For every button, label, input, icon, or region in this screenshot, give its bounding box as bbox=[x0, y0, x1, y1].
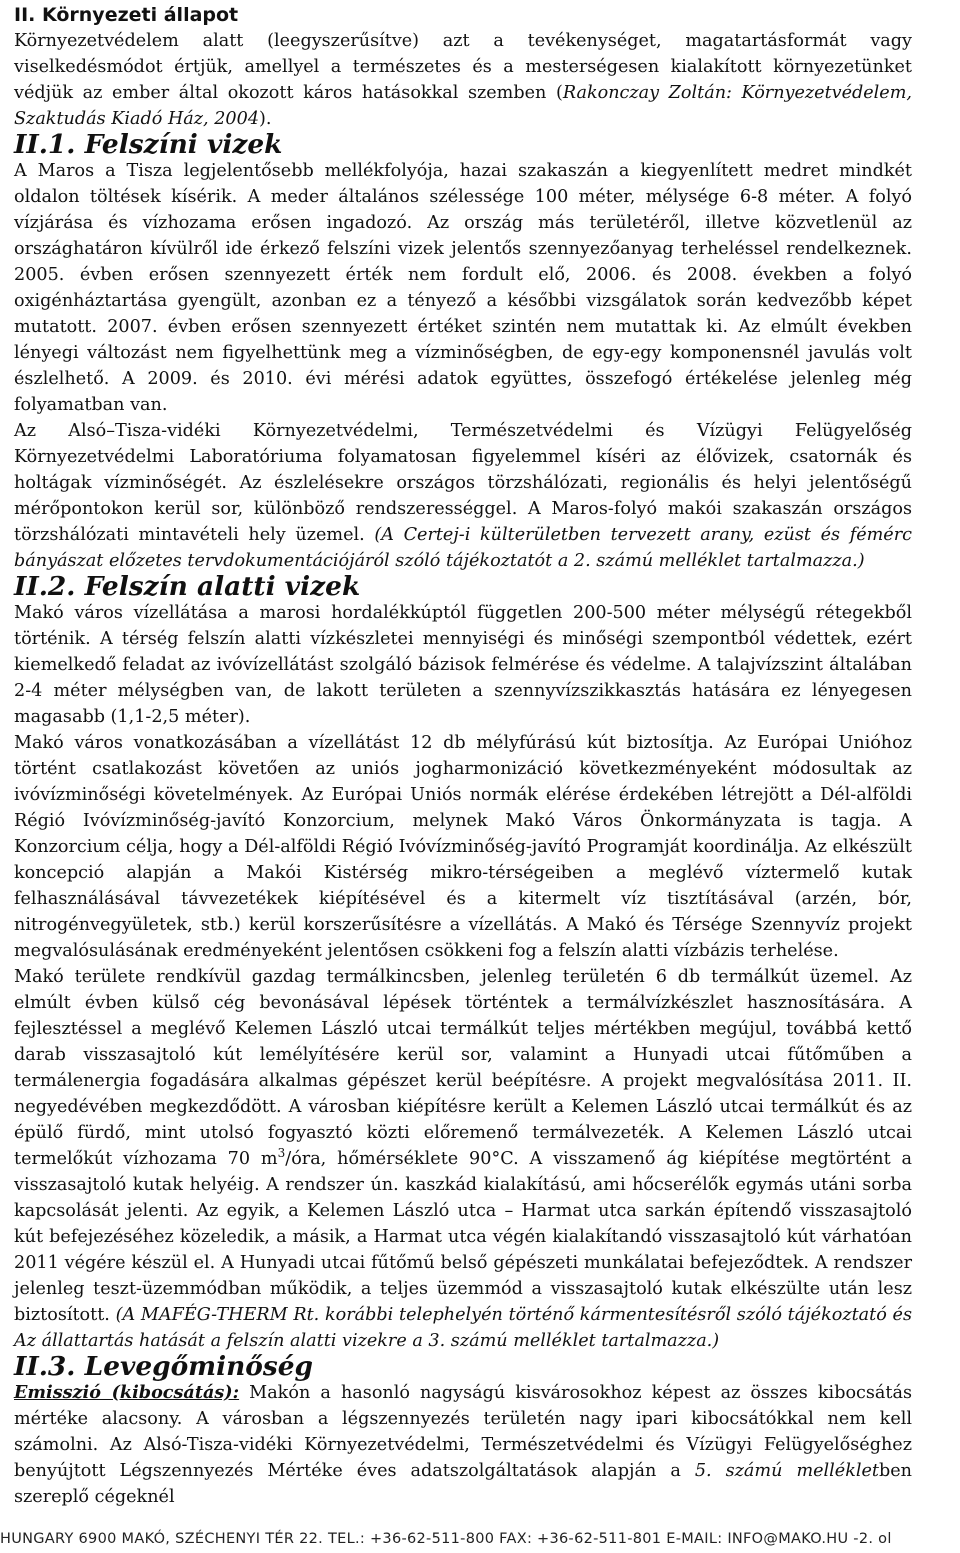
paragraph-text: Makón a hasonló nagyságú kisvárosokhoz képest az összes kibocsátás mértéke alacsony. A városban a légszennyezés területén nagy ipari kibocsátókkal nem kell számolni. Az Alsó-Tisza-vidéki Környezetvédelmi, Természetvédelmi és Vízügyi Felügyelőséghez benyújtott Légszennyezés Mértéke éves adatszolgáltatások alapján a bbox=[14, 1383, 913, 1481]
groundwater-paragraph-1: Makó város vízellátása a marosi hordalékkúptól független 200-500 méter mélységű rétegekből történik. A térség felszín alatti vízkészletei mennyiségi és minőségi szempontból védettek, ezért kiemelkedő feladat az ivóvízellátást szolgáló bázisok felmérése és védelme. A talajvízszint általában 2-4 méter mélységben van, de lakott területen a szennyvízszikkasztás hatására ez lényegesen magasabb (1,1-2,5 méter). bbox=[14, 603, 912, 727]
surface-water-paragraph-2 bbox=[14, 418, 912, 574]
page-title: II. Környezeti állapot bbox=[14, 4, 239, 26]
section-title: Levegőminőség bbox=[84, 1351, 314, 1382]
superscript-3: 3 bbox=[277, 1146, 286, 1160]
section-heading-air-quality bbox=[14, 1351, 912, 1382]
surface-water-paragraph-1: A Maros a Tisza legjelentősebb mellékfolyója, hazai szakaszán a kiegyenlített medret mindkét oldalon töltések kísérik. A meder általános szélessége 100 méter, mélysége 6-8 méter. A folyó vízjárása és vízhozama erősen ingadozó. Az ország más területéről, illetve közvetlenül az országhatáron kívülről ide érkező felszíni vizek jelentős szennyezőanyag terheléssel rendelkeznek. 2005. évben erősen szennyezett érték nem fordult elő, 2006. és 2008. években a folyó oxigénháztartása gyengült, azonban ez a tényező a későbbi vizsgálatok során kedvezőbb képet mutatott. 2007. évben erősen szennyezett értéket szintén nem mutattak ki. Az elmúlt években lényegi változást nem figyelhettünk meg a vízminőségben, de egy-egy komponensnél javulás volt észlelhető. A 2009. és 2010. évi mérési adatok együttes, összefogó értékelése jelenleg még folyamatban van. bbox=[14, 161, 912, 415]
groundwater-paragraph-3 bbox=[14, 964, 912, 1354]
section-title: Felszín alatti vizek bbox=[84, 571, 361, 602]
section-number: II.1. bbox=[14, 129, 76, 160]
paragraph-end: ben szereplő cégeknél bbox=[14, 1461, 912, 1507]
section-number: II.2. bbox=[14, 571, 76, 602]
document-body bbox=[14, 2, 912, 1510]
annex-note: (A MAFÉG-THERM Rt. korábbi telephelyén történő kármentesítésről szóló tájékoztató és Az állattartás hatását a felszín alatti vizekre a 3. számú melléklet tartalmazza.) bbox=[14, 1305, 913, 1351]
section-title: Felszíni vizek bbox=[84, 129, 283, 160]
groundwater-paragraph-2: Makó város vonatkozásában a vízellátást 12 db mélyfúrású kút biztosítja. Az Európai Unióhoz történt csatlakozást követően az uniós jogharmonizáció következményeként módosultak az ivóvízminőségi követelmények. Az Európai Uniós normák elérése érdekében létrejött a Dél-alföldi Régió Ivóvízminőség-javító Konzorcium, melynek Makó Város Önkormányzata is tagja. A Konzorcium célja, hogy a Dél-alföldi Régió Ivóvízminőség-javító Programját koordinálja. Az elkészült koncepció alapján a Makói Kistérség mikro-térségeiben a meglévő víztermelő kutak felhasználásával távvezetékek kiépítésével és a kitermelt víz tisztításával (arzén, bór, nitrogénvegyületek, stb.) kerül korszerűsítésre a vízellátás. A Makó és Térsége Szennyvíz projekt megvalósulásának eredményeként jelentősen csökkeni fog a felszín alatti vízbázis terhelése. bbox=[14, 733, 912, 961]
intro-paragraph bbox=[14, 28, 912, 132]
emission-label: Emisszió (kibocsátás): bbox=[14, 1382, 240, 1403]
paragraph-text-after: /óra, hőmérséklete 90°C. A visszamenő ág kiépítése megtörtént a visszasajtoló kutak helyéig. A rendszer ún. kaszkád kialakítású, ami hőcserélők egymás utáni sorba kapcsolását jelenti. Az egyik, a Kelemen László utca – Harmat utca sarkán építendő visszasajtoló kút befejezéséhez közeledik, a másik, a Harmat utca végén kialakítandó visszasajtoló kút várhatóan 2011 végére készül el. A Hunyadi utcai fűtőmű belső gépészeti munkálatai befejeződtek. A rendszer jelenleg teszt-üzemmódban működik, a teljes üzemmód a visszasajtoló kutak elkészülte után lesz biztosított. bbox=[14, 1149, 913, 1325]
section-heading-groundwater bbox=[14, 571, 912, 602]
annex-note: (A Certej-i külterületben tervezett arany, ezüst és fémérc bányászat előzetes tervdokumentációjáról szóló tájékoztatót a 2. számú melléklet tartalmazza.) bbox=[14, 525, 912, 571]
paragraph-text: Az Alsó–Tisza-vidéki Környezetvédelmi, Természetvédelmi és Vízügyi Felügyelőség Környezetvédelmi Laboratóriuma folyamatosan figyelemmel kíséri az élővizek, csatornák és holtágak vízminőségét. Az észlelésekre országos törzshálózati, regionális és helyi jelentőségű mérőpontokon kerül sor, különböző rendszerességgel. A Maros-folyó makói szakaszán országos törzshálózati mintavételi hely üzemel. bbox=[14, 421, 912, 545]
air-quality-paragraph-1 bbox=[14, 1380, 912, 1510]
intro-end: ). bbox=[259, 109, 272, 129]
paragraph-text-before: Makó területe rendkívül gazdag termálkincsben, jelenleg területén 6 db termálkút üzemel. Az elmúlt évben külső cég bevonásával lépések történtek a termálvízkészlet hasznosítására. A fejlesztéssel a meglévő Kelemen László utcai termálkút teljes mértékben megújul, továbbá kettő darab visszasajtoló kút lemélyítésére kerül sor, valamint a Hunyadi utcai fűtőműben a termálenergia fogadására alkalmas gépészet kerül beépítésre. A projekt megvalósítása 2011. II. negyedévében megkezdődött. A városban kiépítésre került a Kelemen László utcai termálkút és az épülő fürdő, mint utolsó fogyasztó közti előremenő termálvezeték. A Kelemen László utcai termelőkút vízhozama 70 m bbox=[14, 967, 912, 1169]
section-number: II.3. bbox=[14, 1351, 76, 1382]
annex-reference: 5. számú melléklet bbox=[694, 1461, 879, 1481]
page-footer: HUNGARY 6900 MAKÓ, SZÉCHENYI TÉR 22. TEL.: +36-62-511-800 FAX: +36-62-511-801 E-MAIL: INFO@MAKO.HU -2. ol bbox=[0, 1531, 892, 1547]
section-heading-surface-water bbox=[14, 129, 912, 160]
intro-citation: Rakonczay Zoltán: Környezetvédelem, Szaktudás Kiadó Ház, 2004 bbox=[14, 83, 912, 129]
intro-text: Környezetvédelem alatt (leegyszerűsítve) azt a tevékenységet, magatartásformát vagy viselkedésmódot értjük, amellyel a természetes és a mesterségesen kialakított környezetünket védjük az ember által okozott káros hatásokkal szemben ( bbox=[14, 31, 912, 103]
